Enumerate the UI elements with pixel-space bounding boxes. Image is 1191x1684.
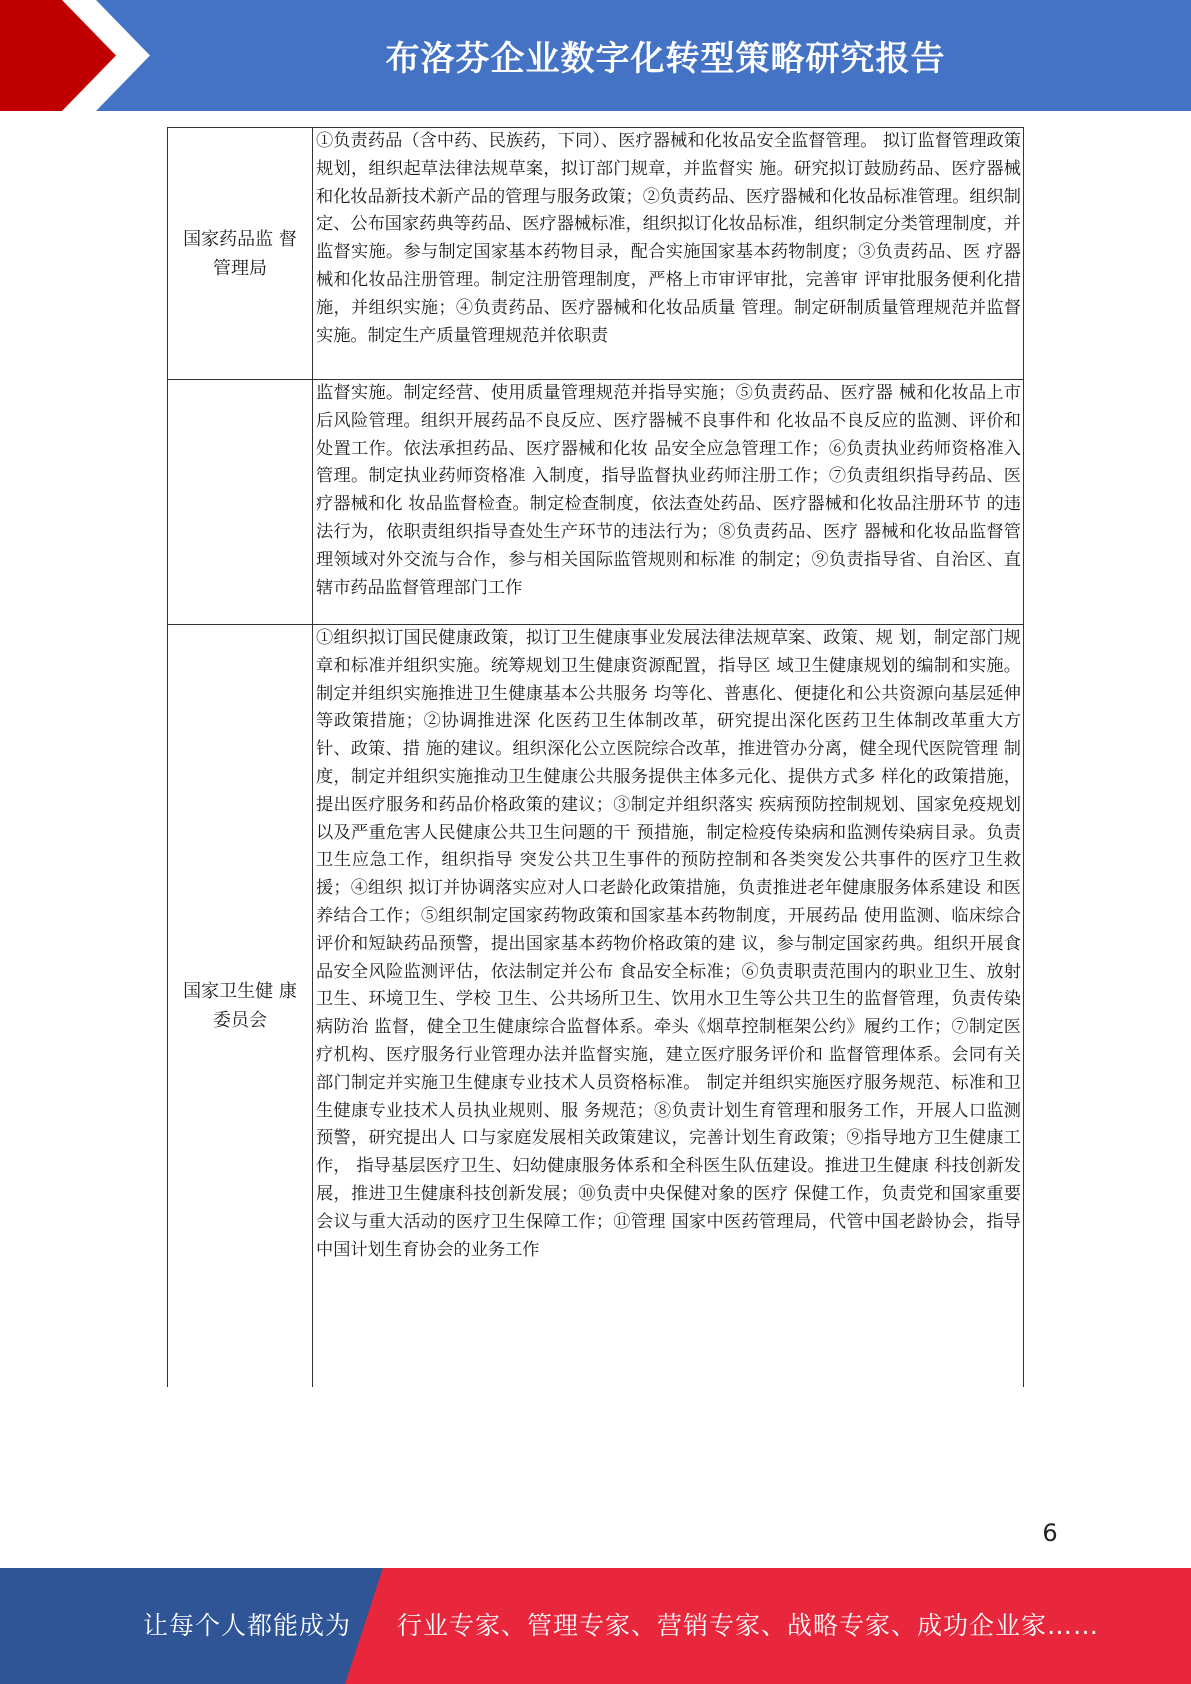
page-footer <box>0 1568 1191 1684</box>
page-number: 6 <box>1042 1519 1058 1547</box>
agency-name-cell: 国家药品监 督管理局 <box>168 128 313 380</box>
table-row <box>168 380 1024 625</box>
header-arrow-decoration <box>0 0 160 111</box>
responsibility-table <box>167 127 1024 1387</box>
agency-duties-cell: 监督实施。制定经营、使用质量管理规范并指导实施；⑤负责药品、医疗器 械和化妆品上市后风险管理。组织开展药品不良反应、医疗器械不良事件和 化妆品不良反应的监测、评价和处置工作。依法承担药品、医疗器械和化妆 品安全应急管理工作；⑥负责执业药师资格准入管理。制定执业药师资格准 入制度，指导监督执业药师注册工作；⑦负责组织指导药品、医疗器械和化 妆品监督检查。制定检查制度，依法查处药品、医疗器械和化妆品注册环节 的违法行为，依职责组织指导查处生产环节的违法行为；⑧负责药品、医疗 器械和化妆品监督管理领域对外交流与合作，参与相关国际监管规则和标准 的制定；⑨负责指导省、自治区、直辖市药品监督管理部门工作 <box>313 380 1024 625</box>
table-row <box>168 625 1024 1388</box>
report-title: 布洛芬企业数字化转型策略研究报告 <box>385 39 946 79</box>
agency-duties-cell: ①负责药品（含中药、民族药，下同）、医疗器械和化妆品安全监督管理。 拟订监督管理政策规划，组织起草法律法规草案，拟订部门规章，并监督实 施。研究拟订鼓励药品、医疗器械和化妆品新技术新产品的管理与服务政策；②负责药品、医疗器械和化妆品标准管理。组织制定、公布国家药典等药品、医疗器械标准，组织拟订化妆品标准，组织制定分类管理制度，并监督实施。参与制定国家基本药物目录，配合实施国家基本药物制度；③负责药品、医 疗器械和化妆品注册管理。制定注册管理制度，严格上市审评审批，完善审 评审批服务便利化措施，并组织实施；④负责药品、医疗器械和化妆品质量 管理。制定研制质量管理规范并监督实施。制定生产质量管理规范并依职责 <box>313 128 1024 380</box>
page-header <box>0 0 1191 111</box>
table-row <box>168 128 1024 380</box>
footer-slogan-left: 让每个人都能成为 <box>143 1611 352 1640</box>
agency-duties-cell: ①组织拟订国民健康政策，拟订卫生健康事业发展法律法规草案、政策、规 划，制定部门规章和标准并组织实施。统筹规划卫生健康资源配置，指导区 域卫生健康规划的编制和实施。制定并组织实施推进卫生健康基本公共服务 均等化、普惠化、便捷化和公共资源向基层延伸等政策措施；②协调推进深 化医药卫生体制改革，研究提出深化医药卫生体制改革重大方针、政策、措 施的建议。组织深化公立医院综合改革，推进管办分离，健全现代医院管理 制度，制定并组织实施推动卫生健康公共服务提供主体多元化、提供方式多 样化的政策措施，提出医疗服务和药品价格政策的建议；③制定并组织落实 疾病预防控制规划、国家免疫规划以及严重危害人民健康公共卫生问题的干 预措施，制定检疫传染病和监测传染病目录。负责卫生应急工作，组织指导 突发公共卫生事件的预防控制和各类突发公共事件的医疗卫生救援；④组织 拟订并协调落实应对人口老龄化政策措施，负责推进老年健康服务体系建设 和医养结合工作；⑤组织制定国家药物政策和国家基本药物制度，开展药品 使用监测、临床综合评价和短缺药品预警，提出国家基本药物价格政策的建 议，参与制定国家药典。组织开展食品安全风险监测评估，依法制定并公布 食品安全标准；⑥负责职责范围内的职业卫生、放射卫生、环境卫生、学校 卫生、公共场所卫生、饮用水卫生等公共卫生的监督管理，负责传染病防治 监督，健全卫生健康综合监督体系。牵头《烟草控制框架公约》履约工作；⑦制定医疗机构、医疗服务行业管理办法并监督实施，建立医疗服务评价和 监督管理体系。会同有关部门制定并实施卫生健康专业技术人员资格标准。 制定并组织实施医疗服务规范、标准和卫生健康专业技术人员执业规则、服 务规范；⑧负责计划生育管理和服务工作，开展人口监测预警，研究提出人 口与家庭发展相关政策建议，完善计划生育政策；⑨指导地方卫生健康工作， 指导基层医疗卫生、妇幼健康服务体系和全科医生队伍建设。推进卫生健康 科技创新发展，推进卫生健康科技创新发展；⑩负责中央保健对象的医疗 保健工作，负责党和国家重要会议与重大活动的医疗卫生保障工作；⑪管理 国家中医药管理局，代管中国老龄协会，指导中国计划生育协会的业务工作 <box>313 625 1024 1388</box>
agency-name-cell <box>168 380 313 625</box>
footer-slogan-right: 行业专家、管理专家、营销专家、战略专家、成功企业家…… <box>397 1611 1100 1640</box>
agency-name-cell: 国家卫生健 康委员会 <box>168 625 313 1388</box>
